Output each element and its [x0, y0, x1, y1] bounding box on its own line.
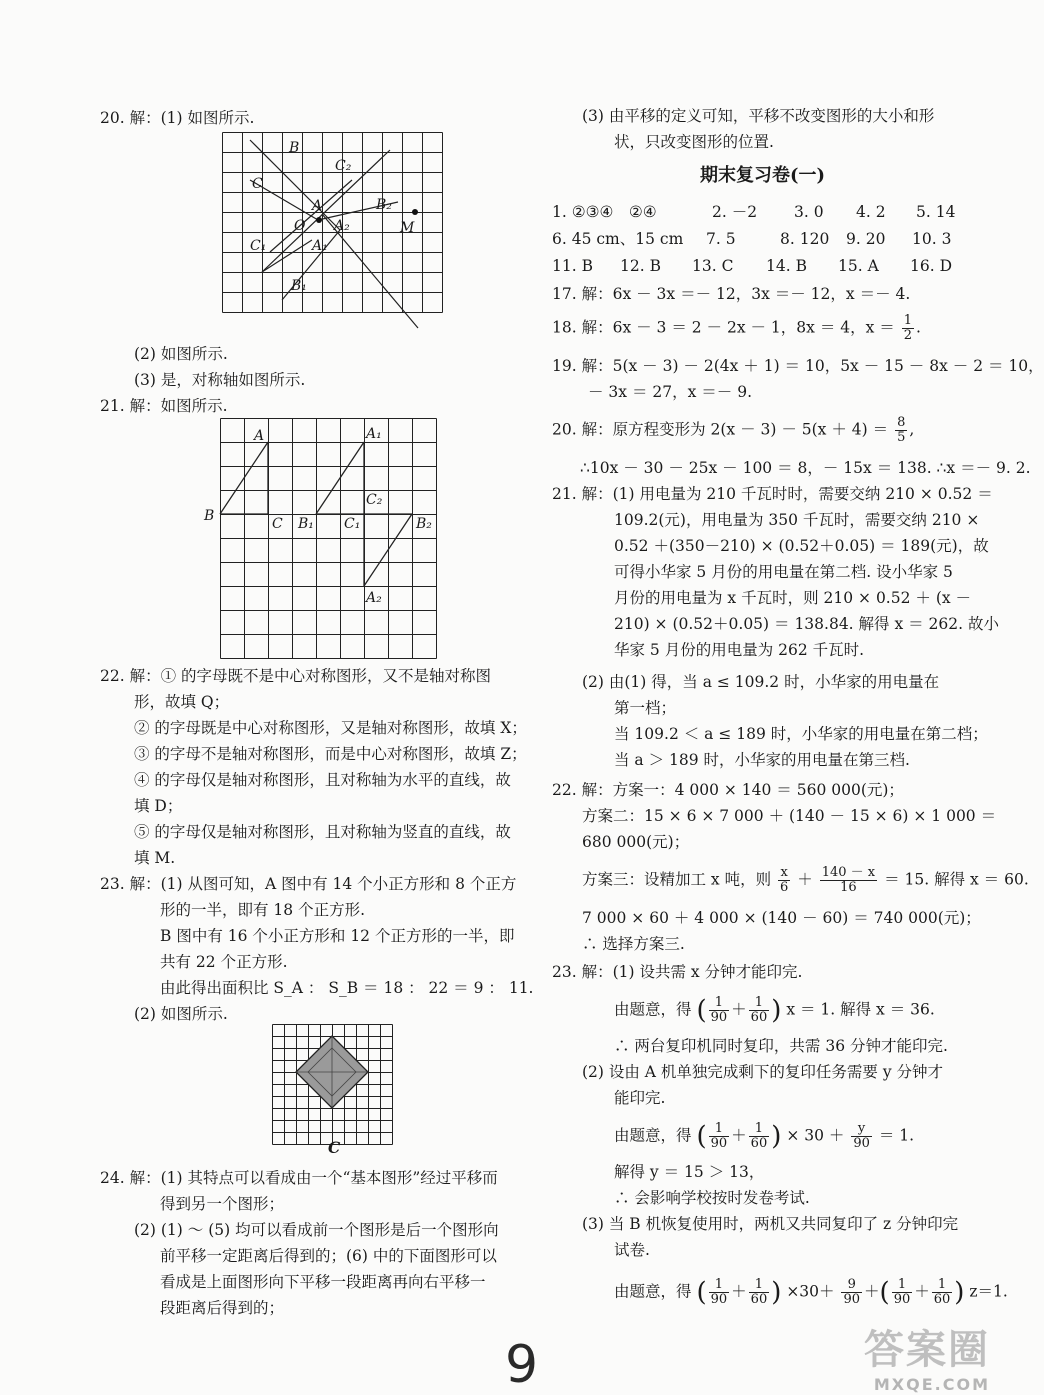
- fig21-label-c1: C₁: [344, 516, 361, 532]
- q21-line-2: 109.2(元)，用电量为 350 千瓦时，需要交纳 210 ×: [614, 511, 980, 529]
- q24-3-line-1: (3) 由平移的定义可知，平移不改变图形的大小和形: [582, 107, 935, 125]
- q24-line-3: (2) (1) ～ (5) 均可以看成前一个图形是后一个图形向: [134, 1221, 499, 1239]
- fig23-label-c: C: [328, 1138, 341, 1157]
- fig20-label-a: A: [312, 198, 323, 214]
- fig20-label-m: M: [400, 220, 415, 236]
- q24-line-2: 得到另一个图形；: [160, 1195, 285, 1213]
- q22-line-6: 填 D；: [134, 797, 183, 815]
- q22-plan3-text: 方案三：设精加工 x 吨，则: [582, 870, 772, 889]
- q23-r-head: 23. 解：(1) 设共需 x 分钟才能印完.: [552, 963, 803, 981]
- q20-head: 20. 解：(1) 如图所示.: [100, 109, 255, 127]
- q23-line-6: (2) 如图所示.: [134, 1005, 228, 1023]
- q22-r-line-6: ∴ 选择方案三.: [582, 935, 685, 953]
- q23-r-eq3: 由题意，得 ( $\frac{1}{90}$ ＋ $\frac{1}{60}$ ) ×30＋ $\frac{9}{90}$ ＋( $\frac{1}{90}$ ＋ $\frac{1}{60}$ ) z＝1.: [614, 1277, 1008, 1308]
- page-number: 9: [505, 1335, 539, 1395]
- q24-line-5: 看成是上面图形向下平移一段距离再向右平移一: [160, 1273, 486, 1291]
- answer-7: 7. 5: [706, 230, 736, 248]
- q23-r-line-5: 解得 y ＝ 15 ＞ 13，: [614, 1163, 765, 1181]
- q20-part3: (3) 是，对称轴如图所示.: [134, 371, 306, 389]
- fig21-label-a1: A₁: [366, 426, 382, 442]
- answer-4: 4. 2: [856, 203, 886, 221]
- q22-r-line-5: 7 000 × 60 ＋ 4 000 × (140 － 60) ＝ 740 000(元)；: [582, 909, 981, 927]
- figure-21-grid: [220, 418, 442, 660]
- q23-line-1: 23. 解：(1) 从图可知，A 图中有 14 个小正方形和 8 个正方: [100, 875, 517, 893]
- q21-line-9: 第一档；: [614, 699, 677, 717]
- fig21-label-c: C: [272, 516, 283, 532]
- q23-r-eq1: 由题意，得 ( $\frac{1}{90}$ ＋ $\frac{1}{60}$ ) x ＝ 1. 解得 x ＝ 36.: [614, 995, 935, 1026]
- q19-line-2: － 3x ＝ 27，x ＝－ 9.: [588, 383, 752, 401]
- answer-15: 15. A: [838, 257, 879, 275]
- q21-head: 21. 解：如图所示.: [100, 397, 228, 415]
- answer-3: 3. 0: [794, 203, 824, 221]
- section-title: 期末复习卷(一): [700, 165, 826, 186]
- fig21-label-a: A: [254, 428, 265, 444]
- fig21-label-c2: C₂: [366, 492, 383, 508]
- q24-3-line-2: 状，只改变图形的位置.: [614, 133, 774, 151]
- q22-plan3-result: ＝ 15. 解得 x ＝ 60.: [884, 870, 1029, 889]
- q21-line-5: 月份的用电量为 x 千瓦时，则 210 × 0.52 ＋ (x －: [614, 589, 972, 607]
- q23-line-4: 共有 22 个正方形.: [160, 953, 288, 971]
- q22-r-line-4: 方案三：设精加工 x 吨，则 $\frac{x}{6}$ ＋ $\frac{140 - x}{16}$ ＝ 15. 解得 x ＝ 60.: [582, 865, 1029, 895]
- q24-line-4: 前平移一定距离后得到的；(6) 中的下面图形可以: [160, 1247, 497, 1265]
- answer-1: 1. ②③④ ②④: [552, 203, 657, 221]
- q21-line-3: 0.52 ＋(350－210) × (0.52＋0.05) ＝ 189(元)，故: [614, 537, 989, 555]
- fig21-label-a2: A₂: [366, 590, 382, 606]
- q23-r-line-4: 能印完.: [614, 1089, 666, 1107]
- q23-line-3: B 图中有 16 个小正方形和 12 个正方形的一半，即: [160, 927, 515, 945]
- answer-10: 10. 3: [912, 230, 952, 248]
- answer-11: 11. B: [552, 257, 593, 275]
- q21-line-4: 可得小华家 5 月份的用电量在第二档. 设小华家 5: [614, 563, 953, 581]
- q21-line-7: 华家 5 月份的用电量为 262 千瓦时.: [614, 641, 865, 659]
- fig20-label-b2: B₂: [376, 197, 392, 213]
- answer-13: 13. C: [692, 257, 734, 275]
- q18-fraction: $\frac{1}{2}$: [903, 313, 912, 343]
- fig20-label-b1: B₁: [291, 278, 307, 294]
- q22-r-line-2: 方案二：15 × 6 × 7 000 ＋ (140 － 15 × 6) × 1 000 ＝: [582, 807, 997, 825]
- q21-line-11: 当 a ＞ 189 时，小华家的用电量在第三档.: [614, 751, 910, 769]
- q22-r-line-3: 680 000(元)；: [582, 833, 690, 851]
- watermark-url: MXQE.COM: [873, 1375, 990, 1394]
- fig21-label-b1: B₁: [298, 516, 314, 532]
- q20: 20. 解：原方程变形为 2(x － 3) － 5(x ＋ 4) ＝ $\frac{8}{5}$ ,: [552, 415, 915, 445]
- q21-line-10: 当 109.2 ＜ a ≤ 189 时，小华家的用电量在第二档；: [614, 725, 988, 743]
- q18: 18. 解：6x － 3 ＝ 2 － 2x － 1，8x ＝ 4，x ＝ $\frac{1}{2}$ .: [552, 313, 921, 343]
- fig20-label-a2: A₂: [334, 218, 350, 234]
- q20-part2: (2) 如图所示.: [134, 345, 228, 363]
- q20-text: 20. 解：原方程变形为 2(x － 3) － 5(x ＋ 4) ＝: [552, 420, 889, 439]
- fig20-label-a1: A₁: [312, 238, 328, 254]
- fig20-label-o: O: [294, 218, 306, 234]
- figure-23-grid: [272, 1024, 394, 1146]
- q23-r-line-7: (3) 当 B 机恢复使用时，两机又共同复印了 z 分钟印完: [582, 1215, 959, 1233]
- fig21-label-b: B: [204, 508, 215, 524]
- answer-16: 16. D: [910, 257, 953, 275]
- q20-line-2: ∴10x － 30 － 25x － 100 ＝ 8，－ 15x ＝ 138. ∴x ＝－ 9. 2.: [580, 459, 1031, 477]
- fig20-label-c1: C₁: [250, 238, 267, 254]
- q22-frac-2: $\frac{140 - x}{16}$: [821, 865, 876, 895]
- q22-frac-1: $\frac{x}{6}$: [780, 865, 789, 895]
- q20-fraction: $\frac{8}{5}$: [897, 415, 906, 445]
- q21-line-6: 210) × (0.52＋0.05) ＝ 138.84. 解得 x ＝ 262. 故小: [614, 615, 999, 633]
- q22-line-1: 22. 解：① 的字母既不是中心对称图形，又不是轴对称图: [100, 667, 492, 685]
- q21-line-1: 21. 解：(1) 用电量为 210 千瓦时时，需要交纳 210 × 0.52 ＝: [552, 485, 993, 503]
- fig21-label-b2: B₂: [416, 516, 432, 532]
- q18-text: 18. 解：6x － 3 ＝ 2 － 2x － 1，8x ＝ 4，x ＝: [552, 318, 895, 337]
- watermark: [864, 1318, 990, 1394]
- q24-line-1: 24. 解：(1) 其特点可以看成由一个“基本图形”经过平移而: [100, 1169, 498, 1187]
- q23-r-eq2: 由题意，得 ( $\frac{1}{90}$ ＋ $\frac{1}{60}$ ) × 30 ＋ $\frac{y}{90}$ ＝ 1.: [614, 1121, 915, 1152]
- fig20-label-c: C: [252, 176, 263, 192]
- answer-14: 14. B: [766, 257, 807, 275]
- fig20-label-b: B: [289, 140, 300, 156]
- q23-line-5: 由此得出面积比 S_A ： S_B ＝ 18 ： 22 ＝ 9 ： 11.: [160, 979, 534, 997]
- answer-8: 8. 120: [780, 230, 830, 248]
- q21-line-8: (2) 由(1) 得，当 a ≤ 109.2 时，小华家的用电量在: [582, 673, 940, 691]
- answer-9: 9. 20: [846, 230, 886, 248]
- q23-r-line-2: ∴ 两台复印机同时复印，共需 36 分钟才能印完.: [614, 1037, 948, 1055]
- q22-line-4: ③ 的字母不是轴对称图形，而是中心对称图形，故填 Z；: [134, 745, 527, 763]
- q22-line-2: 形，故填 Q；: [134, 693, 230, 711]
- answer-2: 2. －2: [712, 203, 758, 221]
- q17: 17. 解：6x － 3x ＝－ 12，3x ＝－ 12，x ＝－ 4.: [552, 285, 911, 303]
- q19-line-1: 19. 解：5(x － 3) － 2(4x ＋ 1) ＝ 10，5x － 15 － 8x － 2 ＝ 10，: [552, 357, 1044, 375]
- q23-r-line-6: ∴ 会影响学校按时发卷考试.: [614, 1189, 810, 1207]
- q23-line-2: 形的一半，即有 18 个正方形.: [160, 901, 366, 919]
- answer-5: 5. 14: [916, 203, 956, 221]
- q23-r-line-3: (2) 设由 A 机单独完成剩下的复印任务需要 y 分钟才: [582, 1063, 944, 1081]
- q24-line-6: 段距离后得到的；: [160, 1299, 285, 1317]
- fig20-label-c2: C₂: [335, 158, 352, 174]
- q22-line-5: ④ 的字母仅是轴对称图形，且对称轴为水平的直线，故: [134, 771, 511, 789]
- q22-line-3: ② 的字母既是中心对称图形，又是轴对称图形，故填 X；: [134, 719, 527, 737]
- q22-r-line-1: 22. 解：方案一：4 000 × 140 ＝ 560 000(元)；: [552, 781, 904, 799]
- watermark-logo: 答案圈: [864, 1327, 990, 1373]
- q22-line-7: ⑤ 的字母仅是轴对称图形，且对称轴为竖直的直线，故: [134, 823, 511, 841]
- answer-6: 6. 45 cm、15 cm: [552, 230, 684, 248]
- q22-line-8: 填 M.: [134, 849, 176, 867]
- q23-r-line-8: 试卷.: [614, 1241, 650, 1259]
- answer-12: 12. B: [620, 257, 661, 275]
